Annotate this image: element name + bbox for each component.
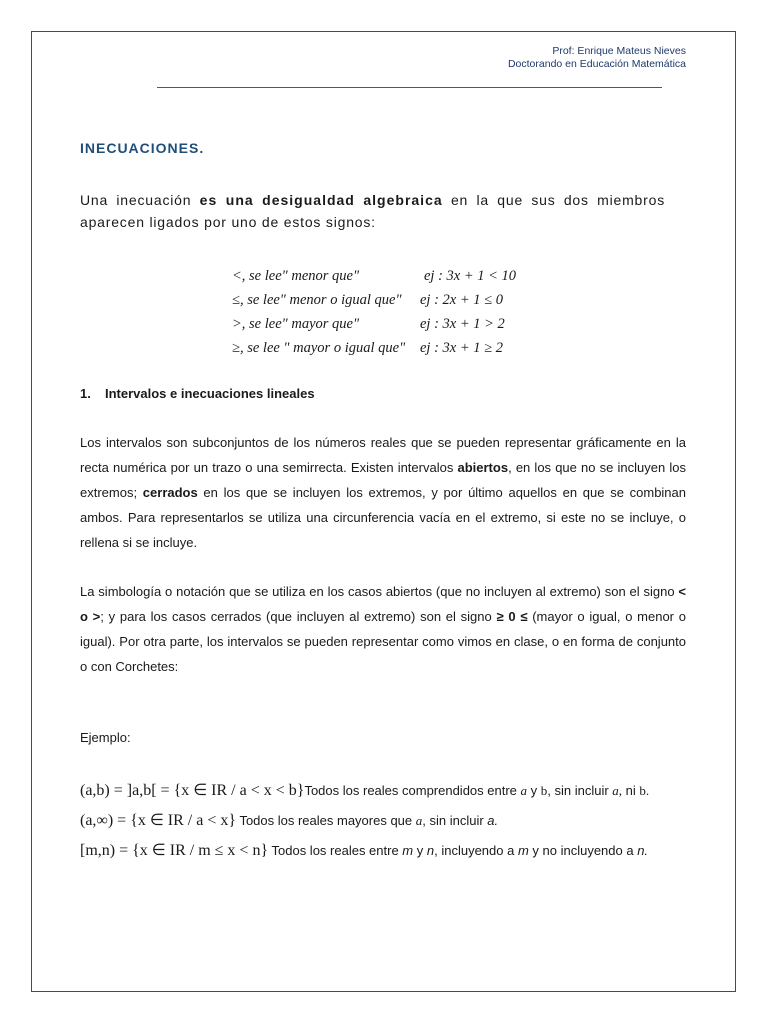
interval-notation: (a,∞) = {x ∈ IR / a < x} bbox=[80, 812, 237, 829]
section-number: 1. bbox=[80, 386, 91, 401]
page-header bbox=[508, 45, 686, 71]
para1-bold-cerrados: cerrados bbox=[142, 485, 198, 500]
example-variable: n. bbox=[637, 843, 649, 858]
example-text: Todos los reales comprendidos entre bbox=[304, 783, 521, 798]
sign-description: ≥, se lee " mayor o igual que" bbox=[232, 340, 406, 356]
intro-bold-text: es una desigualdad algebraica bbox=[199, 192, 443, 208]
intro-text-1: Una inecuación bbox=[80, 192, 200, 208]
para1-bold-abiertos: abiertos bbox=[457, 460, 509, 475]
para1-text: en los que se incluyen los extremos, y por último aquellos en que se combinan ambos. Para representarlos se utiliza una circunferencia vacía en el extremo, si este no se incluye, o rellena si se incluye. bbox=[80, 485, 687, 550]
header-author: Prof: Enrique Mateus Nieves bbox=[552, 45, 686, 57]
example-variable: b bbox=[540, 783, 548, 798]
sign-description: <, se lee" menor que" bbox=[232, 268, 360, 284]
notation-paragraph bbox=[80, 579, 686, 679]
example-text: Todos los reales entre bbox=[268, 843, 403, 858]
document-title: INECUACIONES. bbox=[80, 140, 205, 156]
para1-text: Los intervalos son subconjuntos de los números reales que se pueden representar gráficamente en la recta numérica por un trazo o una semirrecta. Existen intervalos bbox=[80, 435, 686, 475]
interval-notation: (a,b) = ]a,b[ = {x ∈ IR / a < x < b} bbox=[80, 782, 305, 799]
sign-example: ej : 3x + 1 ≥ 2 bbox=[420, 340, 503, 356]
para2-text: ; y para los casos cerrados (que incluyen al extremo) son el signo bbox=[100, 609, 497, 624]
example-text: , incluyendo a bbox=[434, 843, 518, 858]
example-variable: a. bbox=[487, 813, 499, 828]
example-text: ni bbox=[622, 783, 640, 798]
intro-paragraph bbox=[80, 189, 665, 233]
intro-text-2: en la que sus dos miembros aparecen ligados por uno de estos signos: bbox=[80, 192, 665, 230]
example-label: Ejemplo: bbox=[80, 730, 131, 745]
example-row bbox=[80, 810, 498, 830]
sign-example: ej : 3x + 1 < 10 bbox=[424, 268, 517, 284]
example-variable: b. bbox=[639, 783, 650, 798]
example-variable: a bbox=[520, 783, 528, 798]
example-text: y bbox=[527, 783, 541, 798]
sign-example: ej : 2x + 1 ≤ 0 bbox=[420, 292, 503, 308]
para2-bold-closed-signs: ≥ 0 ≤ bbox=[496, 609, 528, 624]
para2-text: La simbología o notación que se utiliza en los casos abiertos (que no incluyen al extremo) son el signo bbox=[80, 584, 679, 599]
sign-description: >, se lee" mayor que" bbox=[232, 316, 360, 332]
intervals-paragraph bbox=[80, 430, 686, 555]
header-affiliation: Doctorando en Educación Matemática bbox=[507, 58, 686, 70]
para2-text: (mayor o igual, o menor o igual). Por otra parte, los intervalos se pueden representar como vimos en clase, o en forma de conjunto o con Corchetes: bbox=[80, 609, 686, 674]
example-text: , sin incluir bbox=[422, 813, 488, 828]
header-divider bbox=[157, 87, 662, 88]
example-text: y bbox=[413, 843, 427, 858]
example-text: y no incluyendo a bbox=[528, 843, 638, 858]
interval-notation: [m,n) = {x ∈ IR / m ≤ x < n} bbox=[80, 842, 269, 859]
example-variable: n bbox=[426, 843, 435, 858]
example-variable: m bbox=[402, 843, 414, 858]
para1-text: , en los que no se incluyen los extremos; bbox=[80, 460, 686, 500]
example-variable: m bbox=[517, 843, 529, 858]
example-variable: a, bbox=[612, 783, 623, 798]
example-text: , sin incluir bbox=[547, 783, 613, 798]
example-row bbox=[80, 780, 649, 800]
sign-example: ej : 3x + 1 > 2 bbox=[420, 316, 505, 332]
example-row bbox=[80, 840, 648, 860]
section-heading bbox=[80, 386, 315, 401]
example-text: Todos los reales mayores que bbox=[236, 813, 416, 828]
example-variable: a bbox=[415, 813, 423, 828]
section-title: Intervalos e inecuaciones lineales bbox=[105, 386, 315, 401]
para2-bold-open-signs: < o > bbox=[80, 584, 686, 624]
sign-description: ≤, se lee" menor o igual que" bbox=[232, 292, 402, 308]
